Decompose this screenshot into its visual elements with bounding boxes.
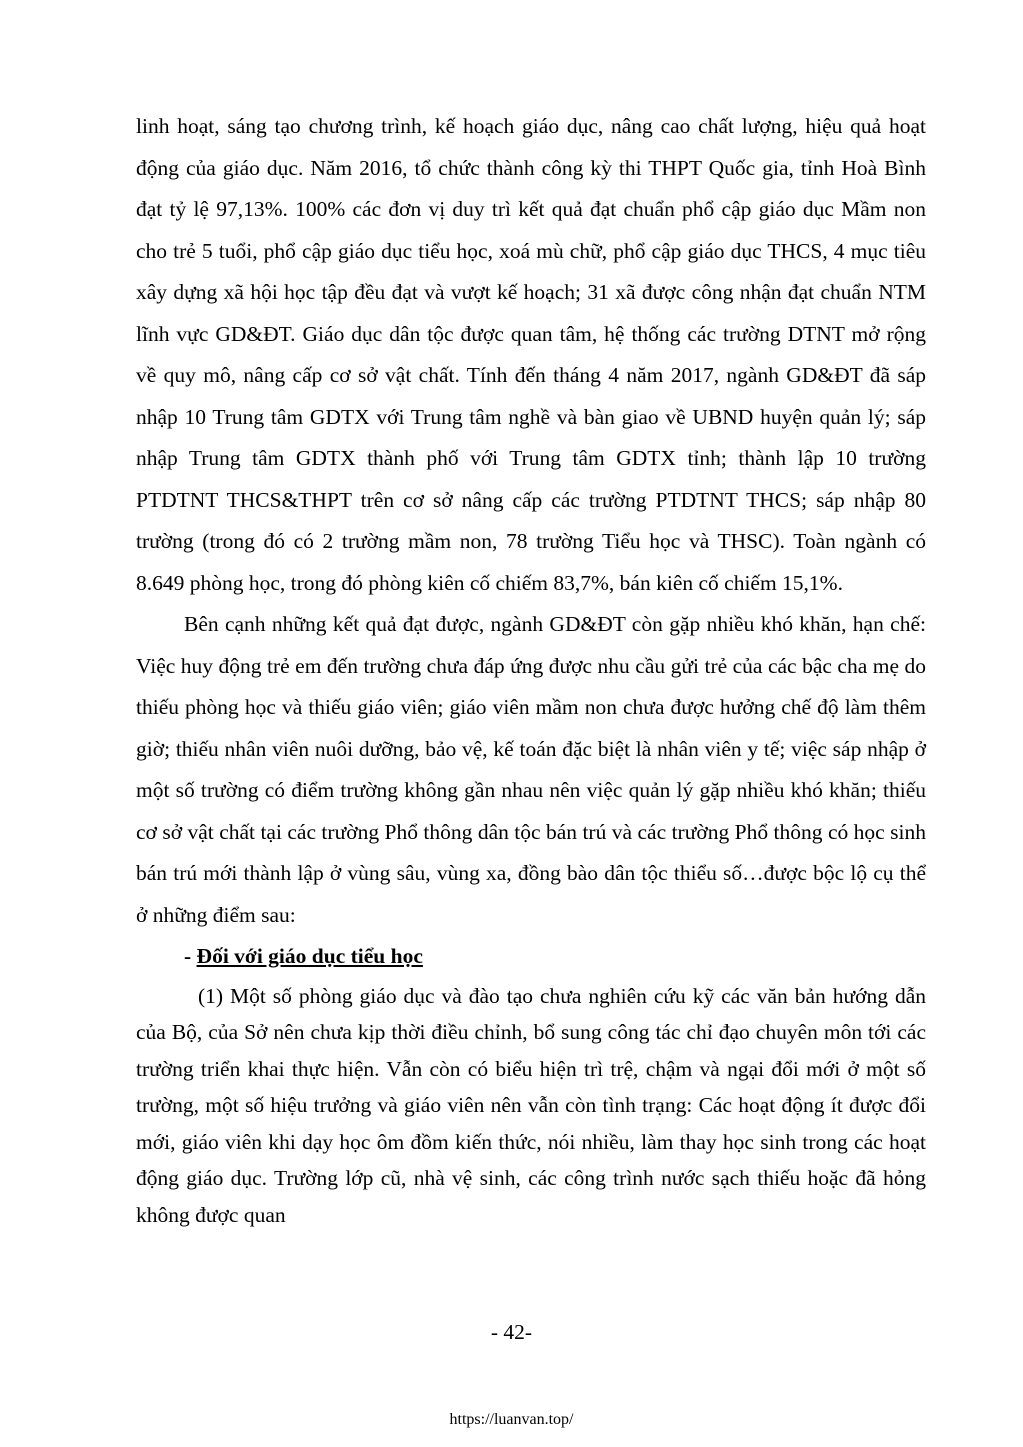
section-heading-prefix: -	[184, 944, 197, 968]
section-heading-text: Đối với giáo dục tiểu học	[196, 944, 423, 968]
page-body	[136, 106, 926, 1233]
paragraph-education-results: linh hoạt, sáng tạo chương trình, kế hoạch giáo dục, nâng cao chất lượng, hiệu quả hoạt động của giáo dục. Năm 2016, tổ chức thành công kỳ thi THPT Quốc gia, tỉnh Hoà Bình đạt tỷ lệ 97,13%. 100% các đơn vị duy trì kết quả đạt chuẩn phổ cập giáo dục Mầm non cho trẻ 5 tuổi, phổ cập giáo dục tiểu học, xoá mù chữ, phổ cập giáo dục THCS, 4 mục tiêu xây dựng xã hội học tập đều đạt và vượt kế hoạch; 31 xã được công nhận đạt chuẩn NTM lĩnh vực GD&ĐT. Giáo dục dân tộc được quan tâm, hệ thống các trường DTNT mở rộng về quy mô, nâng cấp cơ sở vật chất. Tính đến tháng 4 năm 2017, ngành GD&ĐT đã sáp nhập 10 Trung tâm GDTX với Trung tâm nghề và bàn giao về UBND huyện quản lý; sáp nhập Trung tâm GDTX thành phố với Trung tâm GDTX tỉnh; thành lập 10 trường PTDTNT THCS&THPT trên cơ sở nâng cấp các trường PTDTNT THCS; sáp nhập 80 trường (trong đó có 2 trường mầm non, 78 trường Tiểu học và THSC). Toàn ngành có 8.649 phòng học, trong đó phòng kiên cố chiếm 83,7%, bán kiên cố chiếm 15,1%.	[136, 114, 926, 595]
section-heading	[136, 936, 926, 978]
paragraph-primary-education-point-1: (1) Một số phòng giáo dục và đào tạo chưa nghiên cứu kỹ các văn bản hướng dẫn của Bộ, của Sở nên chưa kịp thời điều chỉnh, bổ sung công tác chỉ đạo chuyên môn tới các trường triển khai thực hiện. Vẫn còn có biểu hiện trì trệ, chậm và ngại đổi mới ở một số trường, một số hiệu trưởng và giáo viên nên vẫn còn tình trạng: Các hoạt động ít được đổi mới, giáo viên khi dạy học ôm đồm kiến thức, nói nhiều, làm thay học sinh trong các hoạt động giáo dục. Trường lớp cũ, nhà vệ sinh, các công trình nước sạch thiếu hoặc đã hỏng không được quan	[136, 983, 926, 1227]
page-number: - 42-	[490, 1320, 533, 1344]
paragraph-difficulties: Bên cạnh những kết quả đạt được, ngành GD&ĐT còn gặp nhiều khó khăn, hạn chế: Việc huy động trẻ em đến trường chưa đáp ứng được nhu cầu gửi trẻ của các bậc cha mẹ do thiếu phòng học và thiếu giáo viên; giáo viên mầm non chưa được hưởng chế độ làm thêm giờ; thiếu nhân viên nuôi dưỡng, bảo vệ, kế toán đặc biệt là nhân viên y tế; việc sáp nhập ở một số trường có điểm trường không gần nhau nên việc quản lý gặp nhiều khó khăn; thiếu cơ sở vật chất tại các trường Phổ thông dân tộc bán trú và các trường Phổ thông có học sinh bán trú mới thành lập ở vùng sâu, vùng xa, đồng bào dân tộc thiểu số…được bộc lộ cụ thể ở những điểm sau:	[136, 612, 926, 927]
footer-url[interactable]: https://luanvan.top/	[449, 1411, 574, 1428]
